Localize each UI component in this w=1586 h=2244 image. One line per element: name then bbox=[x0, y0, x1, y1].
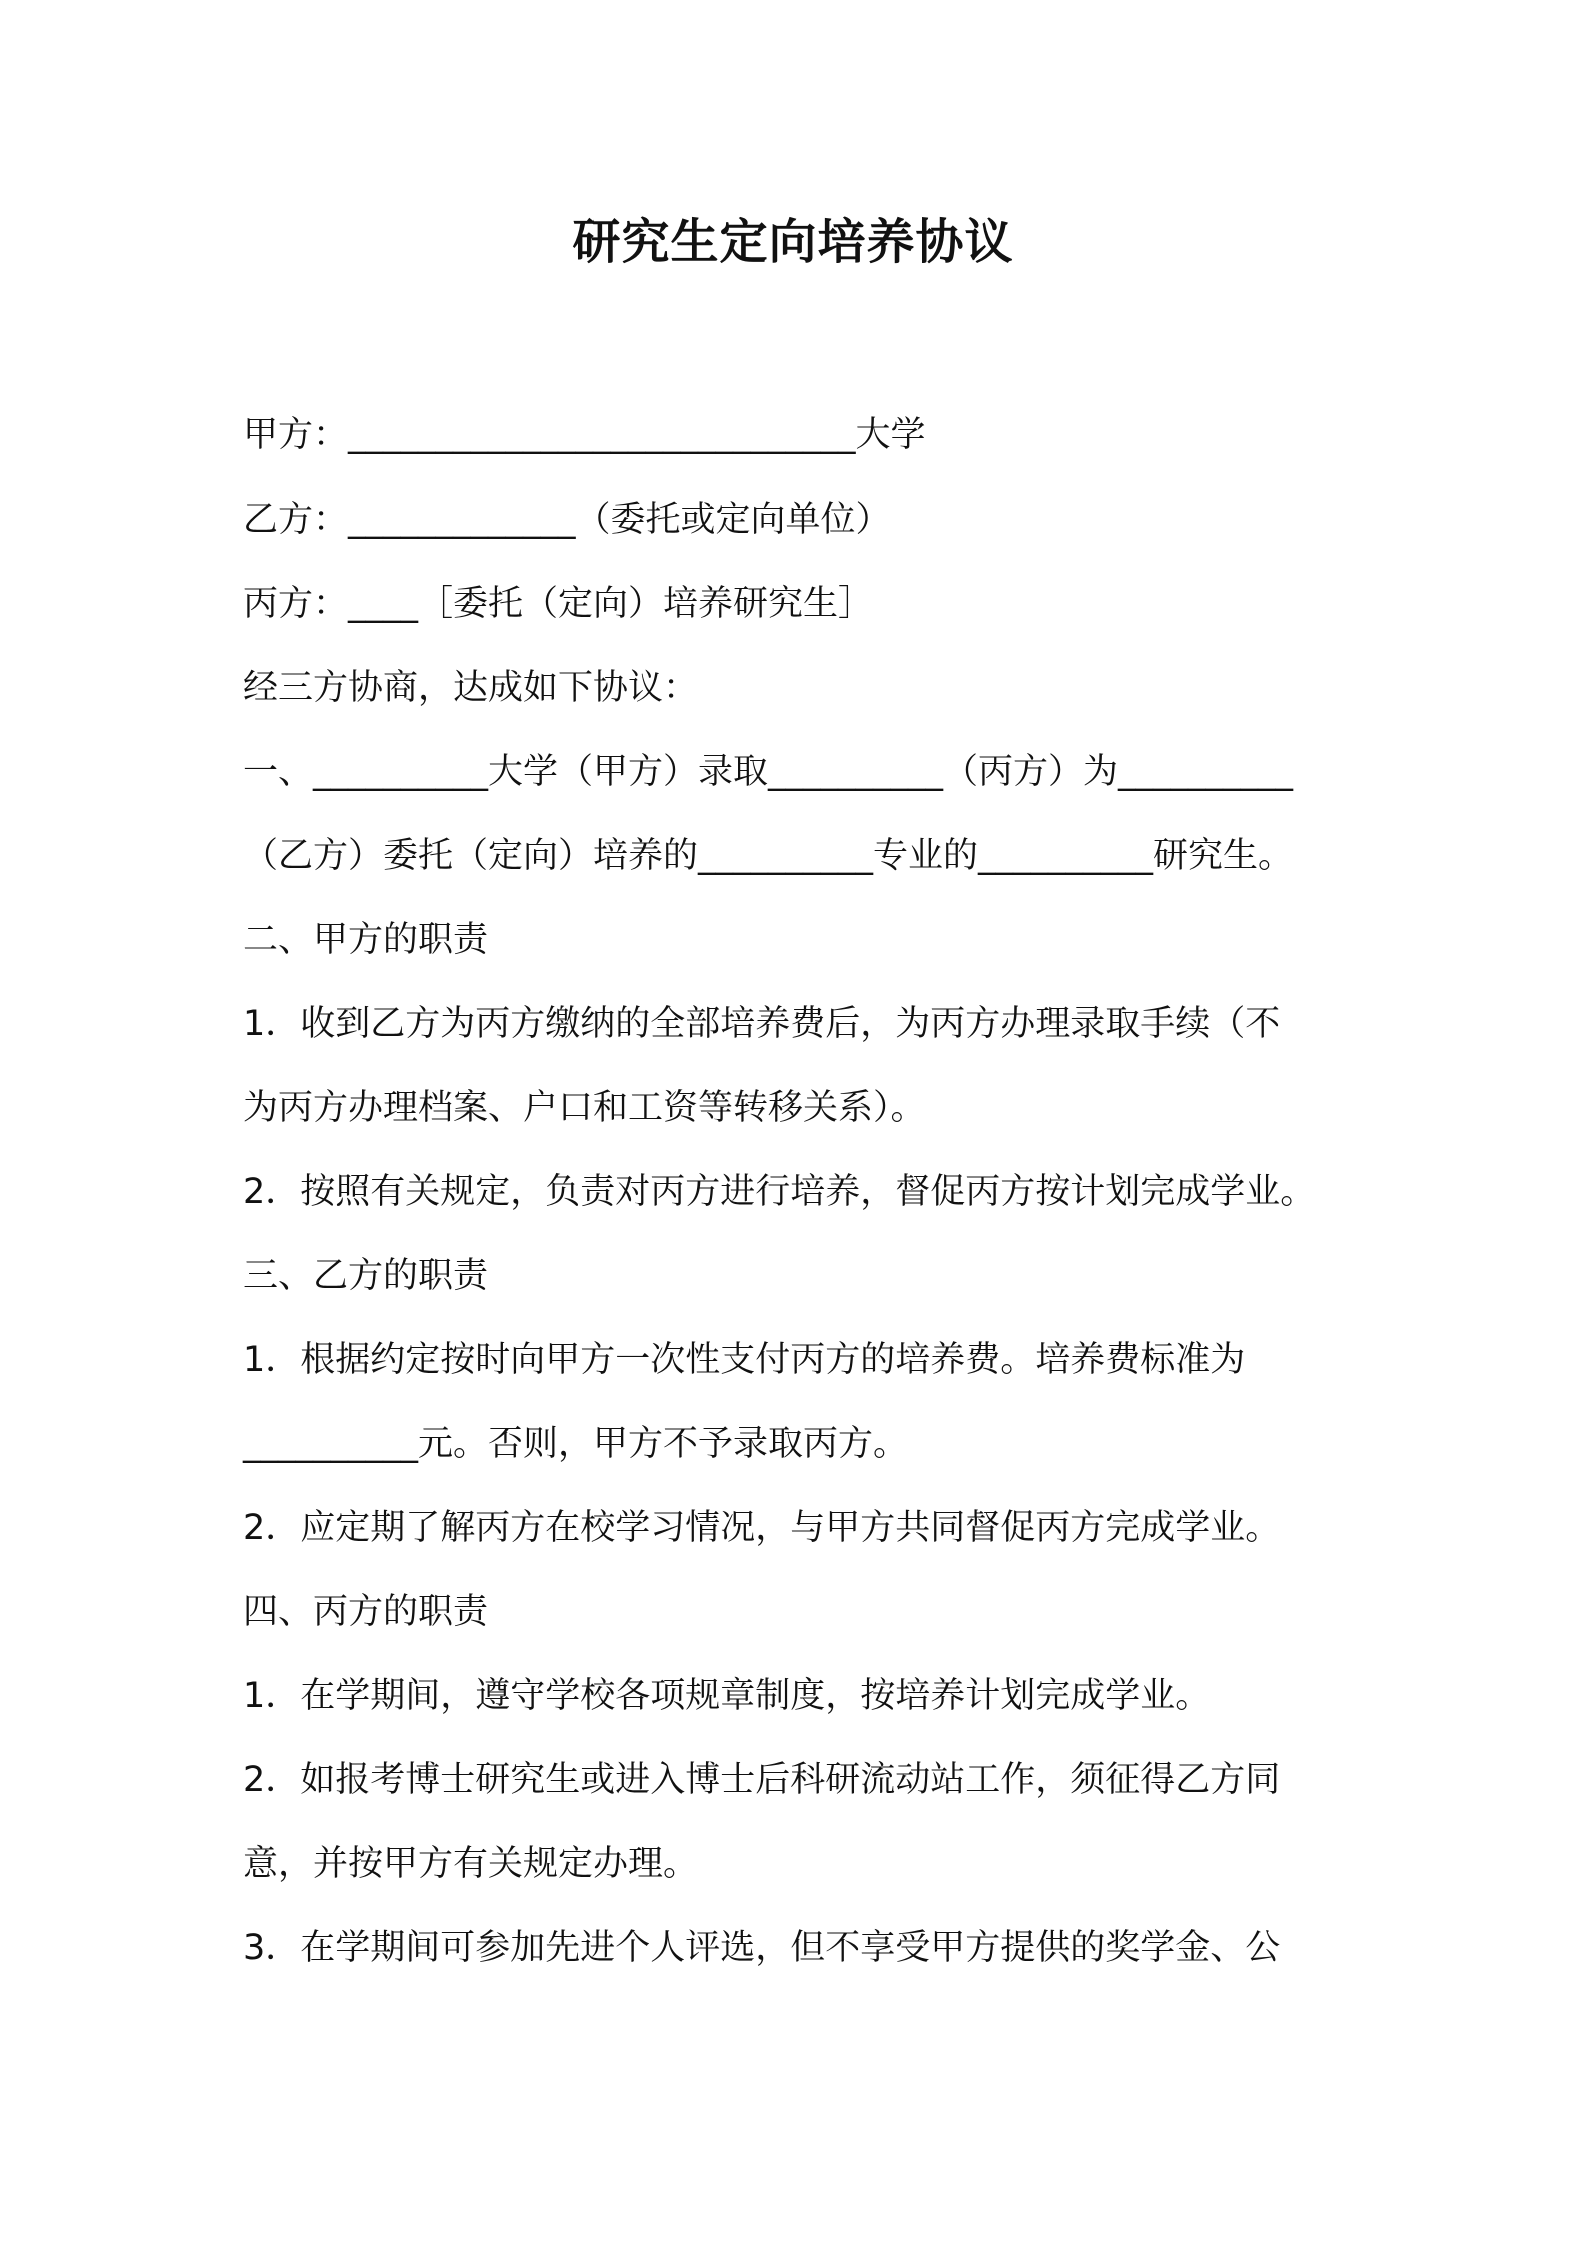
party-a-line: 甲方：_____________________________大学 bbox=[243, 415, 926, 455]
section-4-item-1: 1．在学期间，遵守学校各项规章制度，按培养计划完成学业。 bbox=[243, 1676, 1211, 1716]
document-title: 研究生定向培养协议 bbox=[572, 214, 1014, 270]
section-3-heading: 三、乙方的职责 bbox=[243, 1256, 489, 1296]
intro-line: 经三方协商，达成如下协议： bbox=[243, 668, 699, 708]
section-2-item-2: 2．按照有关规定，负责对丙方进行培养，督促丙方按计划完成学业。 bbox=[243, 1172, 1316, 1212]
section-3-item-1-line-2: __________元。否则，甲方不予录取丙方。 bbox=[243, 1424, 909, 1464]
clause-1-line-2: （乙方）委托（定向）培养的__________专业的__________研究生。 bbox=[243, 836, 1294, 876]
party-b-line: 乙方：_____________（委托或定向单位） bbox=[243, 500, 891, 540]
clause-1-line-1: 一、__________大学（甲方）录取__________（丙方）为__________ bbox=[243, 752, 1294, 792]
section-4-item-2-line-1: 2．如报考博士研究生或进入博士后科研流动站工作，须征得乙方同 bbox=[243, 1760, 1281, 1800]
section-2-item-1-line-2: 为丙方办理档案、户口和工资等转移关系）。 bbox=[243, 1088, 926, 1128]
section-3-item-2: 2．应定期了解丙方在校学习情况，与甲方共同督促丙方完成学业。 bbox=[243, 1508, 1281, 1548]
section-2-item-1-line-1: 1．收到乙方为丙方缴纳的全部培养费后，为丙方办理录取手续（不 bbox=[243, 1004, 1281, 1044]
section-4-item-3-line-1: 3．在学期间可参加先进个人评选，但不享受甲方提供的奖学金、公 bbox=[243, 1928, 1281, 1968]
section-4-item-2-line-2: 意，并按甲方有关规定办理。 bbox=[243, 1844, 699, 1884]
section-3-item-1-line-1: 1．根据约定按时向甲方一次性支付丙方的培养费。培养费标准为 bbox=[243, 1340, 1246, 1380]
section-2-heading: 二、甲方的职责 bbox=[243, 920, 489, 960]
section-4-heading: 四、丙方的职责 bbox=[243, 1592, 489, 1632]
party-c-line: 丙方：____［委托（定向）培养研究生］ bbox=[243, 584, 874, 624]
